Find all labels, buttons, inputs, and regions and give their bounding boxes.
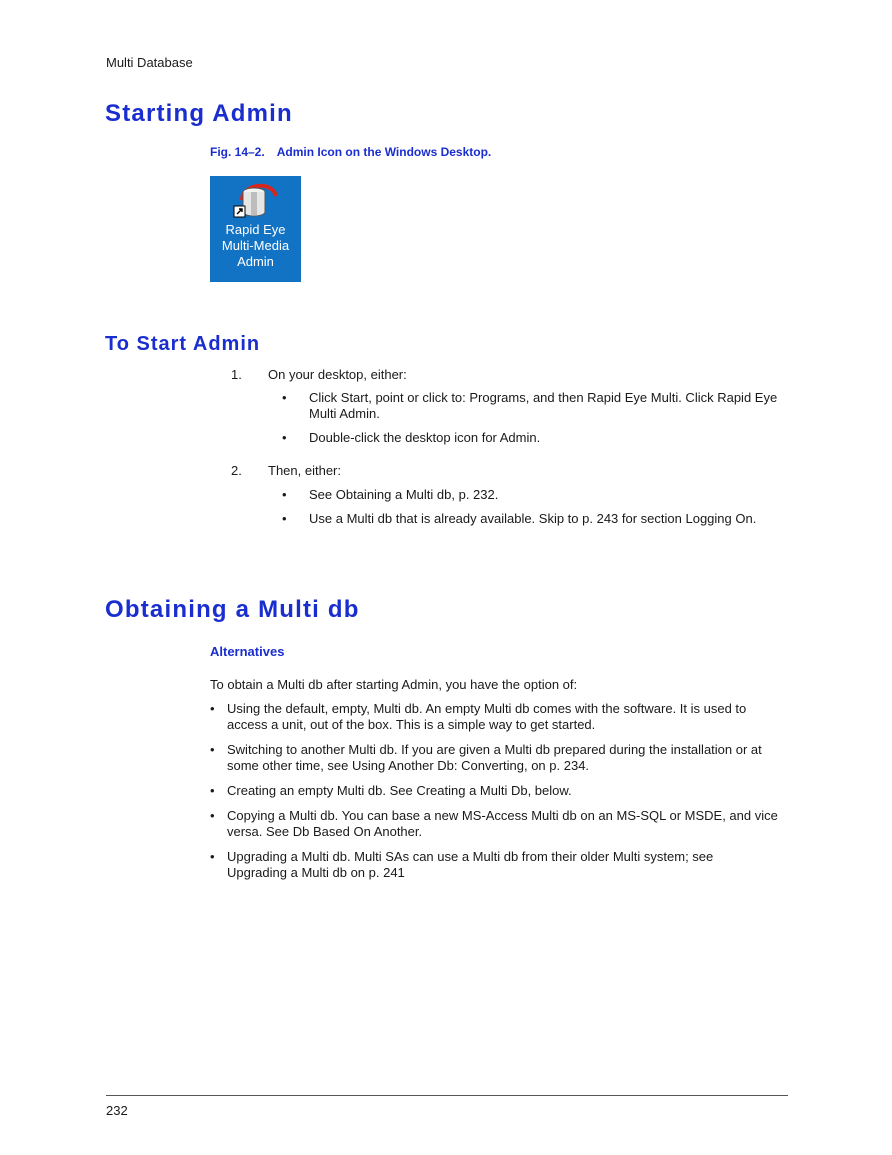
running-header: Multi Database [106, 55, 193, 70]
page-number: 232 [106, 1103, 128, 1118]
figure-caption-text: Admin Icon on the Windows Desktop. [276, 145, 492, 159]
list-item-text: Click Start, point or click to: Programs, and then Rapid Eye Multi. Click Rapid Eye [309, 390, 778, 405]
list-item-text: Using the default, empty, Multi db. An empty Multi db comes with the software. It is used to [227, 701, 747, 716]
bullet-glyph: • [210, 742, 215, 757]
list-item-text: versa. See Db Based On Another. [227, 824, 423, 839]
icon-label-line: Multi-Media [221, 238, 290, 253]
bullet-glyph: • [282, 511, 287, 526]
list-item [282, 511, 792, 527]
list-item-text: See Obtaining a Multi db, p. 232. [309, 487, 499, 502]
section-title-obtaining-multi-db: Obtaining a Multi db [105, 596, 360, 623]
list-item [210, 849, 795, 881]
intro-text: To obtain a Multi db after starting Admin, you have the option of: [210, 677, 578, 692]
icon-label-line: Admin [237, 254, 274, 269]
icon-label [210, 222, 301, 270]
list-item [282, 430, 792, 446]
icon-label-line: Rapid Eye [225, 222, 286, 237]
alternatives-heading: Alternatives [210, 644, 285, 659]
list-item [210, 701, 795, 733]
list-item [282, 487, 792, 503]
list-item-text: Upgrading a Multi db on p. 241 [227, 865, 405, 880]
bullet-glyph: • [210, 849, 215, 864]
bullet-glyph: • [210, 701, 215, 716]
list-item-text: Upgrading a Multi db. Multi SAs can use a Multi db from their older Multi system; see [227, 849, 714, 864]
figure-caption [210, 145, 491, 159]
rapid-eye-admin-icon [210, 176, 301, 282]
section-title-starting-admin: Starting Admin [105, 100, 293, 127]
list-item-text: Copying a Multi db. You can base a new MS-Access Multi db on an MS-SQL or MSDE, and vice [227, 808, 778, 823]
bullet-glyph: • [282, 487, 287, 502]
bullet-glyph: • [210, 783, 215, 798]
list-item [210, 808, 795, 840]
figure-number: Fig. 14–2. [210, 145, 265, 159]
list-item [210, 783, 795, 799]
list-item-text: Switching to another Multi db. If you are given a Multi db prepared during the installation or at [227, 742, 762, 757]
list-item-text: Creating an empty Multi db. See Creating a Multi Db, below. [227, 783, 572, 798]
bullet-glyph: • [282, 390, 287, 405]
section-title-to-start-admin: To Start Admin [105, 333, 261, 355]
step-text: Then, either: [268, 463, 341, 478]
bullet-glyph: • [282, 430, 287, 445]
bullet-glyph: • [210, 808, 215, 823]
list-item-text: Use a Multi db that is already available. Skip to p. 243 for section Logging On. [309, 511, 757, 526]
footer-divider [106, 1095, 788, 1096]
list-item [210, 742, 795, 774]
step-text: On your desktop, either: [268, 367, 407, 382]
list-item [282, 390, 792, 422]
step-number: 1. [231, 367, 242, 382]
list-item-text: some other time, see Using Another Db: Converting, on p. 234. [227, 758, 590, 773]
list-item-text: access a unit, out of the box. This is a simple way to get started. [227, 717, 596, 732]
step-number: 2. [231, 463, 242, 478]
list-item-text: Multi Admin. [309, 406, 380, 421]
database-cylinder-icon [232, 178, 280, 222]
list-item-text: Double-click the desktop icon for Admin. [309, 430, 541, 445]
